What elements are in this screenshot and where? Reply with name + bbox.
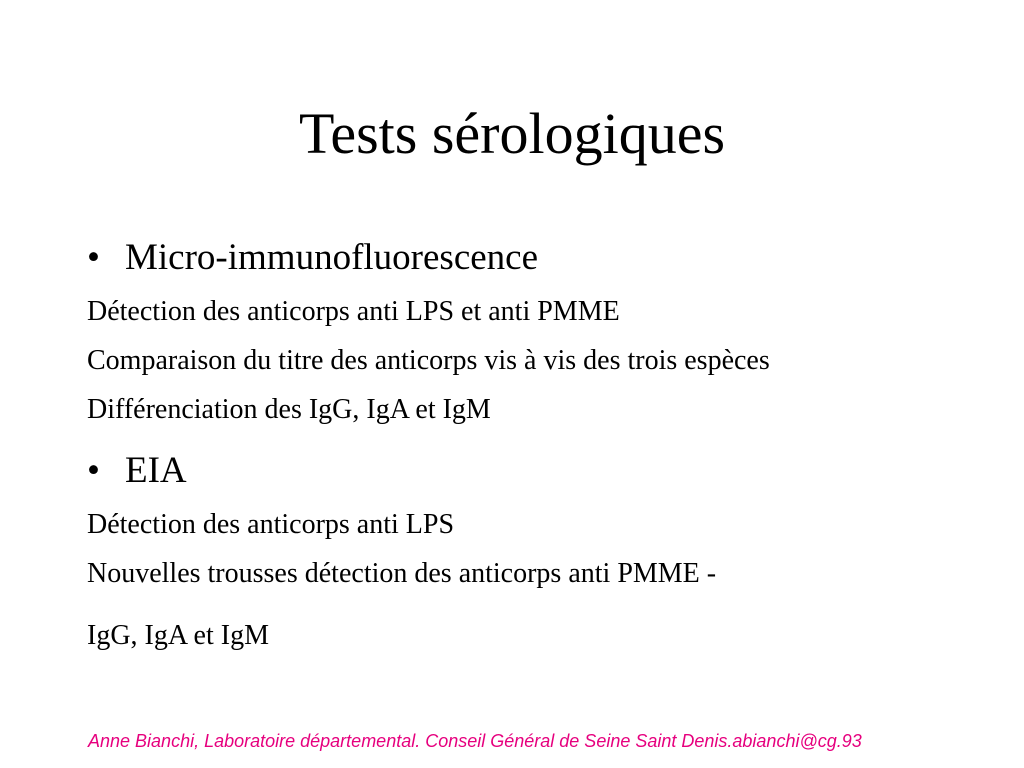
bullet-icon: • xyxy=(87,237,100,278)
bullet-item-micro-immunofluorescence xyxy=(87,236,538,280)
body-line: Détection des anticorps anti LPS xyxy=(87,509,455,540)
slide-title: Tests sérologiques xyxy=(298,101,726,166)
bullet-item-eia xyxy=(87,449,187,493)
bullet-icon: • xyxy=(87,450,100,491)
body-line: Nouvelles trousses détection des anticorps anti PMME - xyxy=(87,558,717,589)
footer-credit: Anne Bianchi, Laboratoire départemental. Conseil Général de Seine Saint Denis.abianchi@cg.93 xyxy=(88,731,862,751)
bullet-heading: EIA xyxy=(125,450,187,491)
body-line: Différenciation des IgG, IgA et IgM xyxy=(87,394,491,425)
body-line: IgG, IgA et IgM xyxy=(87,620,269,651)
body-line: Détection des anticorps anti LPS et anti PMME xyxy=(87,296,620,327)
body-line: Comparaison du titre des anticorps vis à vis des trois espèces xyxy=(87,345,770,376)
bullet-heading: Micro-immunofluorescence xyxy=(125,237,539,278)
